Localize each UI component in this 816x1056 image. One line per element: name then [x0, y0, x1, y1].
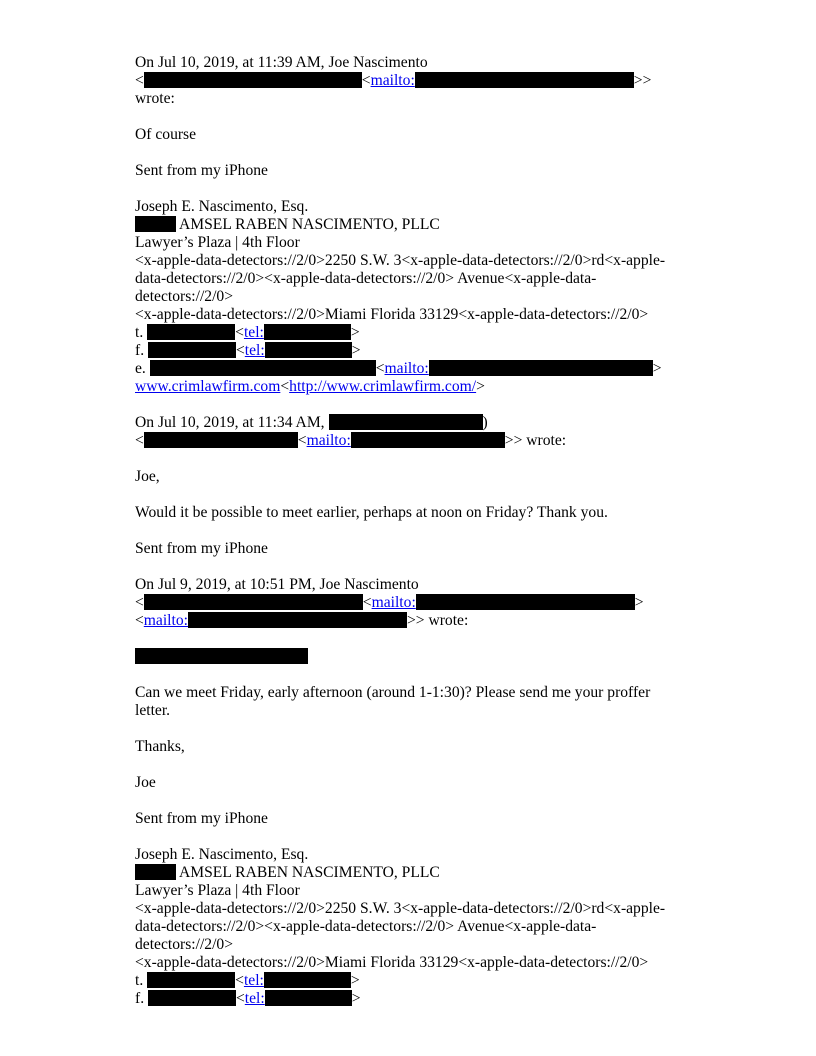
redaction-box — [144, 594, 363, 610]
redaction-box — [264, 324, 351, 340]
redaction-box — [415, 72, 634, 88]
redaction-box — [147, 324, 235, 340]
redaction-box — [147, 972, 235, 988]
signature-firm: AMSEL RABEN NASCIMENTO, PLLC — [179, 864, 440, 881]
wrote-text: >> wrote: — [504, 432, 567, 449]
signature-fax-line: f. <tel: > — [135, 990, 361, 1007]
tel-link[interactable]: tel: — [244, 342, 265, 359]
signature-phone-line: t. <tel: > — [135, 972, 360, 989]
redaction-box — [148, 342, 236, 358]
signature-address-line: detectors://2/0> — [135, 288, 234, 305]
signature-address-line: <x-apple-data-detectors://2/0>Miami Florida 33129<x-apple-data-detectors://2/0> — [135, 954, 649, 971]
sent-from-iphone: Sent from my iPhone — [135, 162, 268, 179]
redaction-box — [135, 216, 176, 232]
message-header: On Jul 10, 2019, at 11:34 AM, — [135, 414, 325, 431]
tel-link[interactable]: tel: — [243, 972, 264, 989]
signature-name: Joseph E. Nascimento, Esq. — [135, 198, 309, 215]
redaction-box — [264, 972, 351, 988]
signature-address-line: data-detectors://2/0><x-apple-data-detectors://2/0> Avenue<x-apple-data- — [135, 270, 597, 287]
redaction-box — [329, 414, 483, 430]
signature-address-line: detectors://2/0> — [135, 936, 234, 953]
wrote-text: wrote: — [135, 90, 175, 107]
signature-name: Joseph E. Nascimento, Esq. — [135, 846, 309, 863]
sent-from-iphone: Sent from my iPhone — [135, 540, 268, 557]
redaction-box — [351, 432, 505, 448]
message-signoff: Joe — [135, 774, 156, 791]
signature-block — [135, 198, 695, 396]
signature-block — [135, 846, 695, 1008]
redaction-box — [416, 594, 635, 610]
signature-office: Lawyer’s Plaza | 4th Floor — [135, 882, 300, 899]
message-greeting: Joe, — [135, 468, 160, 485]
wrote-text: >> wrote: — [406, 612, 469, 629]
message-header: On Jul 10, 2019, at 11:39 AM, Joe Nascimento — [135, 54, 428, 71]
message-body: Of course — [135, 126, 197, 143]
message-header: On Jul 9, 2019, at 10:51 PM, Joe Nascimento — [135, 576, 419, 593]
redaction-box — [135, 864, 176, 880]
email-thread — [135, 54, 695, 1008]
message-body: letter. — [135, 702, 171, 719]
redaction-box — [144, 432, 298, 448]
signature-fax-line: f. <tel: > — [135, 342, 361, 359]
signature-address-line: <x-apple-data-detectors://2/0>2250 S.W. 3<x-apple-data-detectors://2/0>rd<x-apple- — [135, 900, 666, 917]
mailto-link[interactable]: mailto: — [371, 594, 416, 611]
message-thanks: Thanks, — [135, 738, 185, 755]
signature-firm-line — [135, 864, 695, 882]
redaction-box — [265, 990, 352, 1006]
tel-link[interactable]: tel: — [244, 990, 265, 1007]
redaction-box — [188, 612, 407, 628]
message-body: Can we meet Friday, early afternoon (around 1-1:30)? Please send me your proffer — [135, 684, 651, 701]
mailto-link[interactable]: mailto: — [370, 72, 415, 89]
signature-address-line: data-detectors://2/0><x-apple-data-detectors://2/0> Avenue<x-apple-data- — [135, 918, 597, 935]
redaction-box — [265, 342, 352, 358]
tel-link[interactable]: tel: — [243, 324, 264, 341]
signature-firm-line — [135, 216, 695, 234]
signature-email-line: e. <mailto: > — [135, 360, 662, 377]
redaction-box — [144, 72, 362, 88]
email-address-line: <mailto: >> wrote: — [135, 612, 469, 629]
email-address-line: < <mailto: > — [135, 594, 644, 611]
email-address-line: < <mailto: >> wrote: — [135, 432, 567, 449]
signature-firm: AMSEL RABEN NASCIMENTO, PLLC — [179, 216, 440, 233]
redaction-box — [135, 648, 308, 664]
sent-from-iphone: Sent from my iPhone — [135, 810, 268, 827]
mailto-link[interactable]: mailto: — [306, 432, 351, 449]
signature-office: Lawyer’s Plaza | 4th Floor — [135, 234, 300, 251]
signature-address-line: <x-apple-data-detectors://2/0>2250 S.W. 3<x-apple-data-detectors://2/0>rd<x-apple- — [135, 252, 666, 269]
signature-phone-line: t. <tel: > — [135, 324, 360, 341]
redaction-box — [148, 990, 236, 1006]
mailto-link[interactable]: mailto: — [143, 612, 188, 629]
signature-website-line: www.crimlawfirm.com<http://www.crimlawfirm.com/> — [135, 378, 485, 395]
email-address-line: < <mailto: >> — [135, 72, 652, 89]
website-link[interactable]: www.crimlawfirm.com — [135, 378, 281, 395]
website-url-link[interactable]: http://www.crimlawfirm.com/ — [289, 378, 477, 395]
message-header-line: On Jul 10, 2019, at 11:34 AM, ) — [135, 414, 488, 431]
redaction-box — [429, 360, 653, 376]
redaction-box — [150, 360, 376, 376]
signature-address-line: <x-apple-data-detectors://2/0>Miami Florida 33129<x-apple-data-detectors://2/0> — [135, 306, 649, 323]
message-body: Would it be possible to meet earlier, perhaps at noon on Friday? Thank you. — [135, 504, 608, 521]
redacted-salutation — [135, 648, 695, 666]
mailto-link[interactable]: mailto: — [384, 360, 429, 377]
